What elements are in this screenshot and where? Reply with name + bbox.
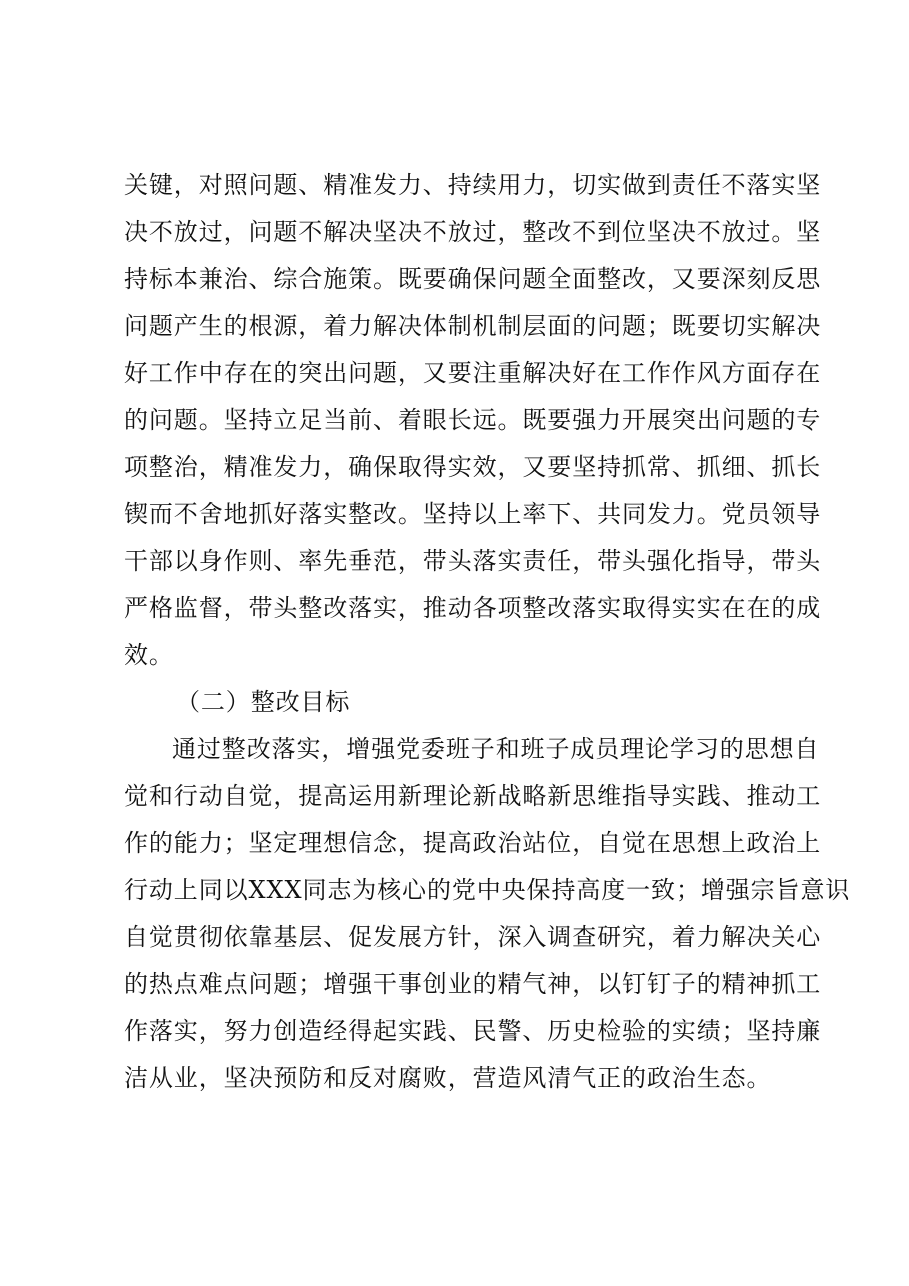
section-heading: （二）整改目标 — [176, 688, 351, 716]
paragraph-line: 关键，对照问题、精准发力、持续用力，切实做到责任不落实坚 — [124, 171, 822, 199]
paragraph-line: 行动上同以XXX同志为核心的党中央保持高度一致；增强宗旨意识 — [124, 876, 851, 904]
paragraph-line: 效。 — [124, 641, 174, 669]
paragraph-line: 持标本兼治、综合施策。既要确保问题全面整改，又要深刻反思 — [124, 265, 822, 293]
paragraph-line: 干部以身作则、率先垂范，带头落实责任，带头强化指导，带头 — [124, 547, 822, 575]
paragraph-line: 的热点难点问题；增强干事创业的精气神，以钉钉子的精神抓工 — [124, 970, 822, 998]
paragraph-line: 好工作中存在的突出问题，又要注重解决好在工作作风方面存在 — [124, 359, 822, 387]
paragraph-line: 通过整改落实，增强党委班子和班子成员理论学习的思想自 — [172, 735, 820, 763]
paragraph-line: 觉和行动自觉，提高运用新理论新战略新思维指导实践、推动工 — [124, 782, 822, 810]
paragraph-line: 作的能力；坚定理想信念，提高政治站位，自觉在思想上政治上 — [124, 829, 822, 857]
paragraph-line: 严格监督，带头整改落实，推动各项整改落实取得实实在在的成 — [124, 594, 822, 622]
paragraph-line: 的问题。坚持立足当前、着眼长远。既要强力开展突出问题的专 — [124, 406, 822, 434]
paragraph-line: 洁从业，坚决预防和反对腐败，营造风清气正的政治生态。 — [124, 1064, 772, 1092]
paragraph-line: 问题产生的根源，着力解决体制机制层面的问题；既要切实解决 — [124, 312, 822, 340]
paragraph-line: 决不放过，问题不解决坚决不放过，整改不到位坚决不放过。坚 — [124, 218, 822, 246]
paragraph-line: 项整治，精准发力，确保取得实效，又要坚持抓常、抓细、抓长 — [124, 453, 822, 481]
paragraph-line: 自觉贯彻依靠基层、促发展方针，深入调查研究，着力解决关心 — [124, 923, 822, 951]
paragraph-line: 锲而不舍地抓好落实整改。坚持以上率下、共同发力。党员领导 — [124, 500, 822, 528]
paragraph-line: 作落实，努力创造经得起实践、民警、历史检验的实绩；坚持廉 — [124, 1017, 822, 1045]
